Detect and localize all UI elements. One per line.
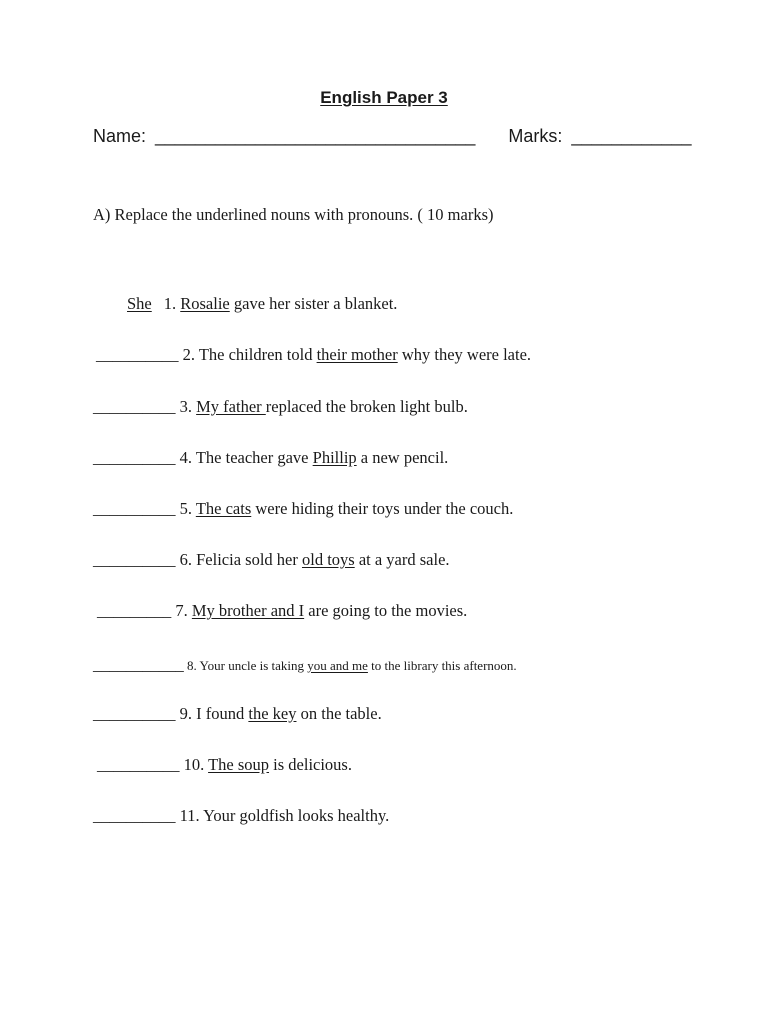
question-number-9: 9. xyxy=(179,704,192,723)
question-text-post-2: why they were late. xyxy=(397,345,532,364)
underlined-noun-8: you and me xyxy=(307,658,368,673)
question-text-post-10: is delicious. xyxy=(269,755,352,774)
question-number-2: 2. xyxy=(182,345,195,364)
question-11 xyxy=(93,806,389,826)
answer-blank-3[interactable]: __________ xyxy=(93,397,176,416)
question-text-post-9: on the table. xyxy=(296,704,382,723)
answer-blank-11[interactable]: __________ xyxy=(93,806,176,825)
question-8 xyxy=(93,655,517,675)
question-5 xyxy=(93,499,513,519)
question-text-post-3: replaced the broken light bulb. xyxy=(265,397,468,416)
question-number-3: 3. xyxy=(179,397,192,416)
question-number-4: 4. xyxy=(179,448,192,467)
answer-blank-8[interactable]: ___________ xyxy=(93,655,184,674)
question-4 xyxy=(93,448,448,468)
question-3 xyxy=(93,397,468,417)
question-number-7: 7. xyxy=(175,601,188,620)
answer-blank-7[interactable]: _________ xyxy=(97,601,172,620)
question-7 xyxy=(97,601,467,621)
marks-label: Marks: xyxy=(508,126,563,146)
question-text-pre-4: The teacher gave xyxy=(195,448,313,467)
question-text-post-6: at a yard sale. xyxy=(354,550,450,569)
question-9 xyxy=(93,704,382,724)
question-1 xyxy=(93,294,397,314)
question-number-8: 8. xyxy=(187,658,197,673)
question-text-pre-9: I found xyxy=(196,704,249,723)
section-instruction: A) Replace the underlined nouns with pronouns. ( 10 marks) xyxy=(93,205,494,224)
question-number-6: 6. xyxy=(179,550,192,569)
question-2 xyxy=(96,345,531,365)
marks-blank[interactable]: ____________ xyxy=(571,126,692,146)
name-blank[interactable]: ________________________________ xyxy=(155,126,476,146)
underlined-noun-5: The cats xyxy=(195,499,252,518)
answer-blank-4[interactable]: __________ xyxy=(93,448,176,467)
underlined-noun-2: their mother xyxy=(316,345,398,364)
student-header xyxy=(93,126,693,147)
question-text-pre-6: Felicia sold her xyxy=(196,550,302,569)
question-number-1: 1. xyxy=(163,294,177,313)
underlined-noun-9: the key xyxy=(248,704,297,723)
question-text-pre-11: Your goldfish looks healthy. xyxy=(203,806,390,825)
underlined-noun-10: The soup xyxy=(208,755,270,774)
question-text-pre-2: The children told xyxy=(198,345,317,364)
underlined-noun-6: old toys xyxy=(301,550,355,569)
underlined-noun-7: My brother and I xyxy=(191,601,305,620)
answer-blank-5[interactable]: __________ xyxy=(93,499,176,518)
answer-blank-6[interactable]: __________ xyxy=(93,550,176,569)
page-title: English Paper 3 xyxy=(320,88,448,107)
question-number-10: 10. xyxy=(183,755,205,774)
name-label: Name: xyxy=(93,126,147,146)
question-text-post-7: are going to the movies. xyxy=(304,601,468,620)
question-6 xyxy=(93,550,450,570)
underlined-noun-4: Phillip xyxy=(312,448,357,467)
answer-blank-1[interactable]: She xyxy=(127,294,152,313)
question-text-post-5: were hiding their toys under the couch. xyxy=(251,499,514,518)
question-text-post-8: to the library this afternoon. xyxy=(367,658,517,673)
question-number-11: 11. xyxy=(179,806,200,825)
question-text-post-4: a new pencil. xyxy=(356,448,449,467)
underlined-noun-3: My father xyxy=(196,397,266,416)
answer-blank-10[interactable]: __________ xyxy=(97,755,180,774)
question-text-post-1: gave her sister a blanket. xyxy=(229,294,398,313)
underlined-noun-1: Rosalie xyxy=(180,294,230,313)
question-text-pre-8: Your uncle is taking xyxy=(199,658,308,673)
answer-blank-2[interactable]: __________ xyxy=(96,345,179,364)
question-number-5: 5. xyxy=(179,499,192,518)
answer-blank-9[interactable]: __________ xyxy=(93,704,176,723)
question-10 xyxy=(97,755,352,775)
